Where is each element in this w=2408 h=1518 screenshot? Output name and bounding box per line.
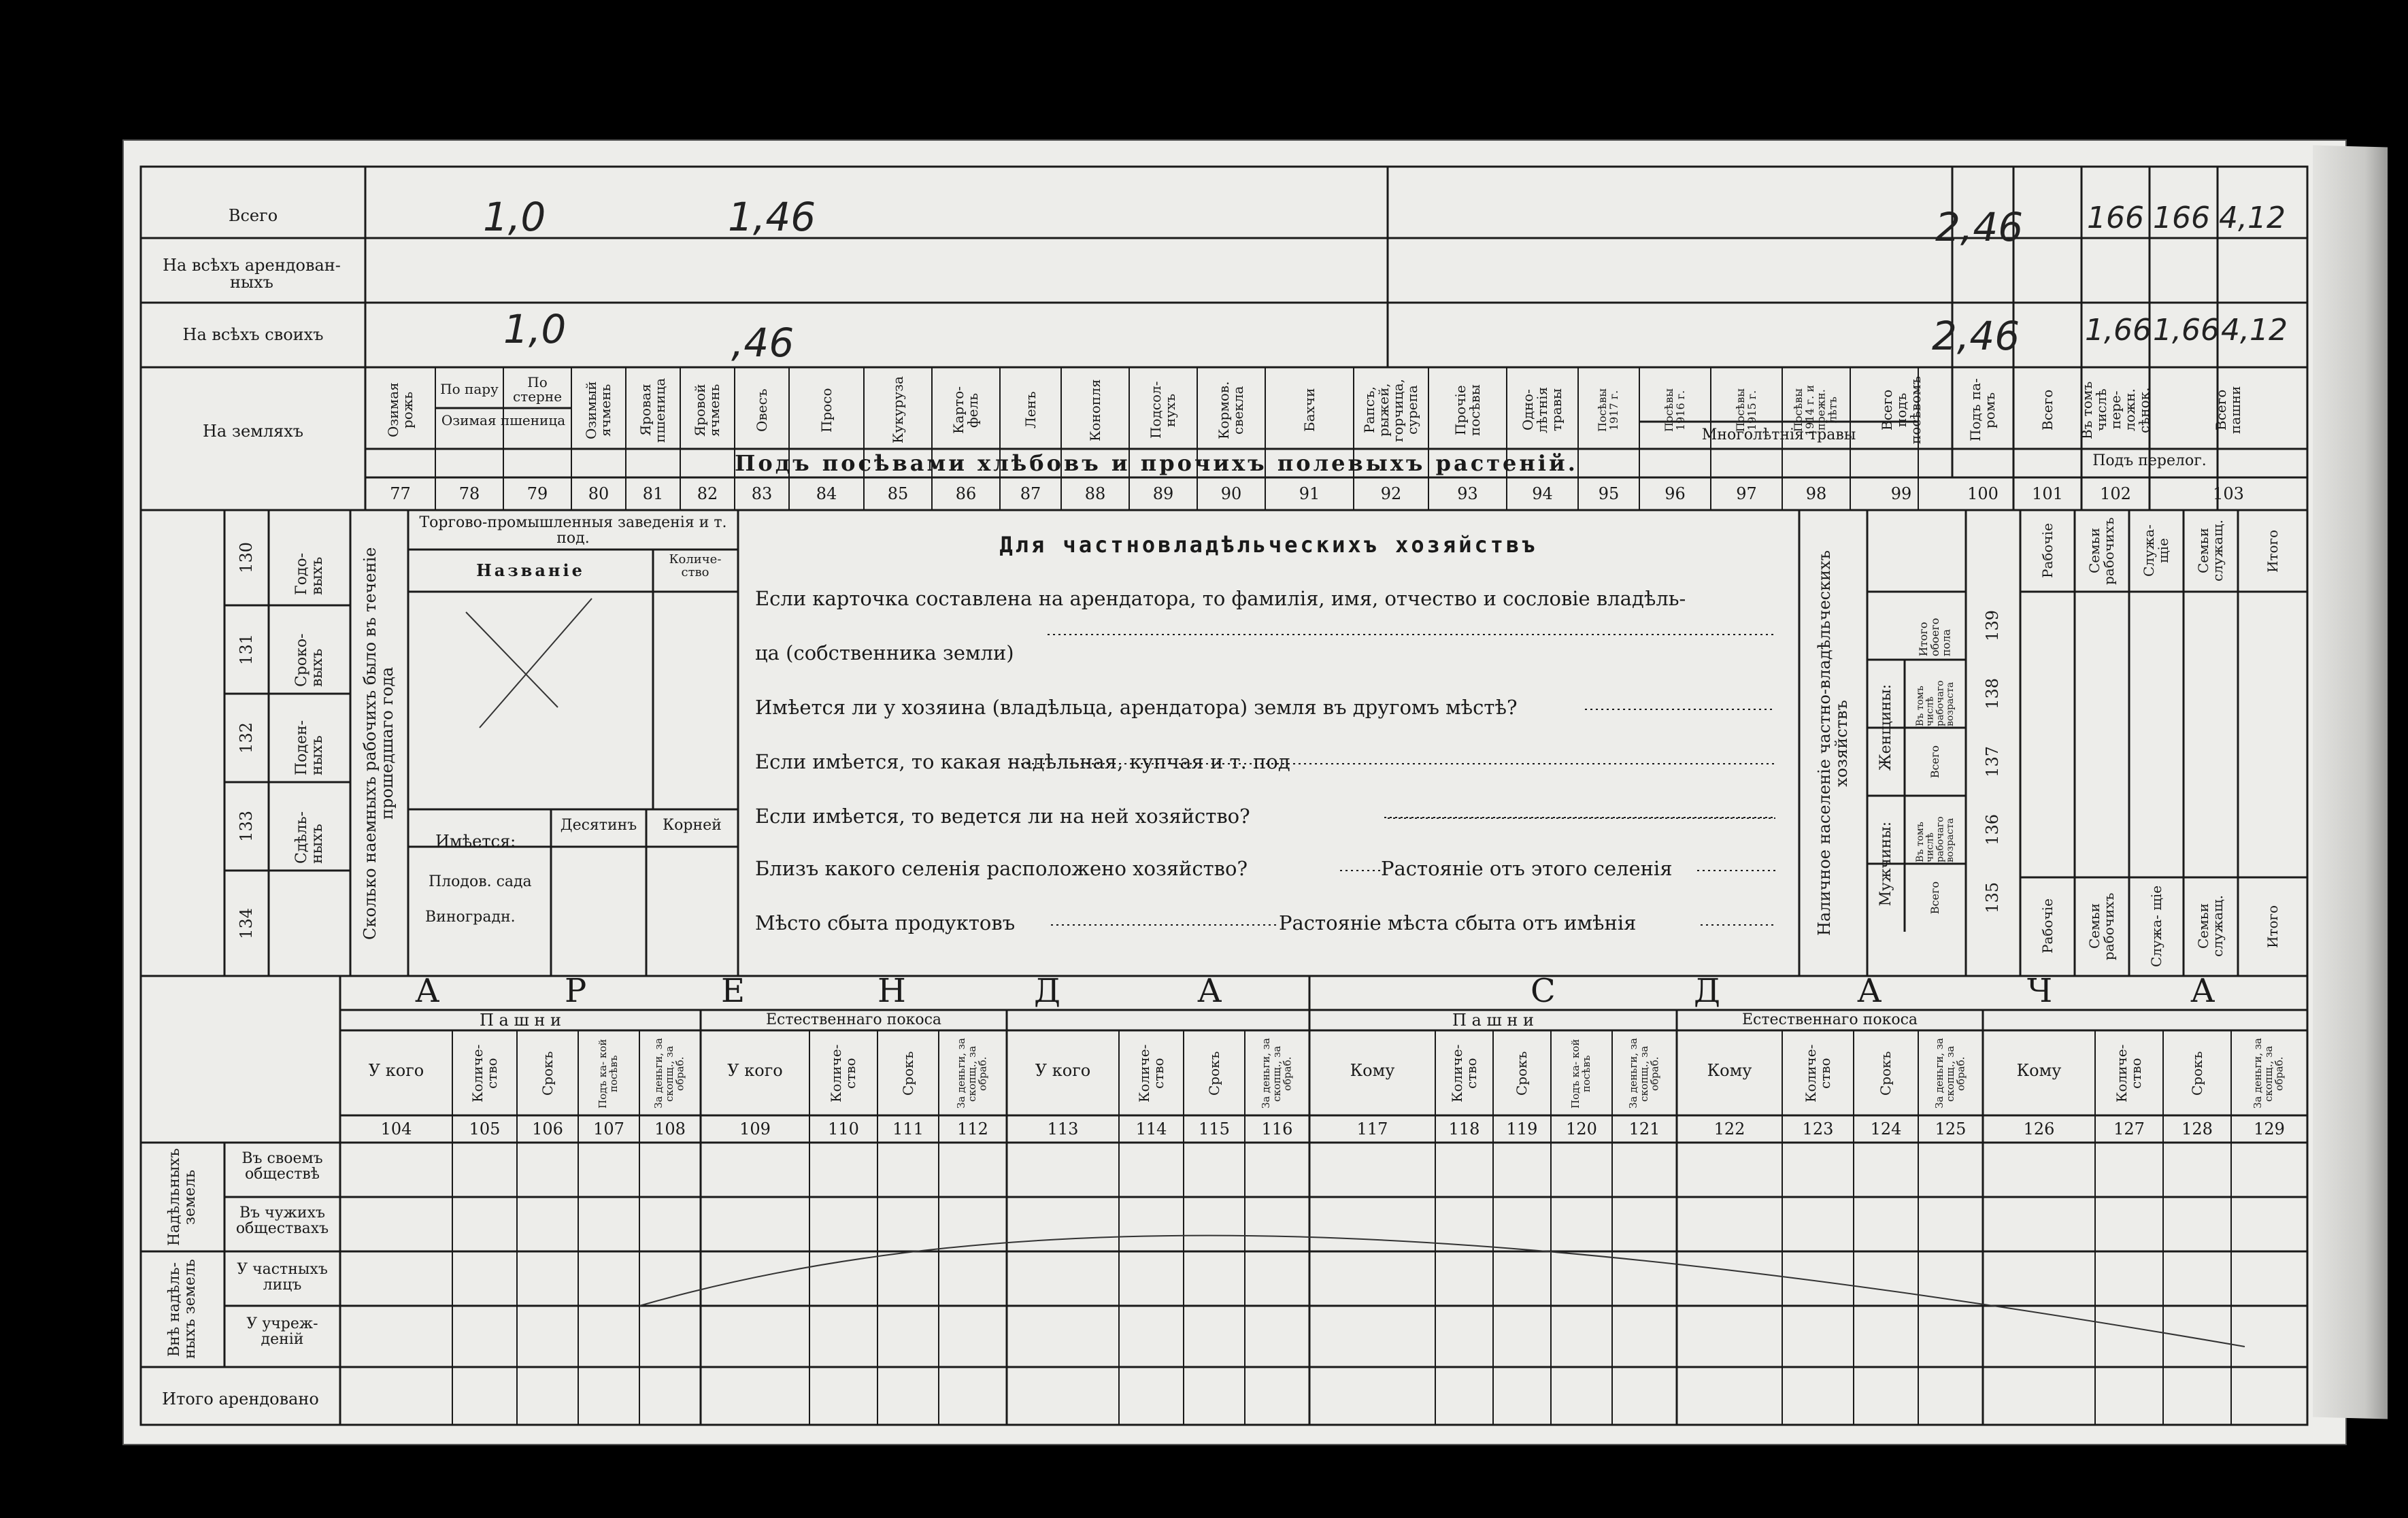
col-number: 120 xyxy=(1566,1119,1597,1138)
pop-num: 136 xyxy=(1983,814,2003,845)
col-header-cell xyxy=(1435,1032,1493,1114)
col-header: За деньги, за скопщ., за обраб. xyxy=(1626,1038,1661,1109)
trade-desyat: Десятинъ xyxy=(560,817,637,834)
crop-header: Ленъ xyxy=(1022,391,1039,429)
col-number: 85 xyxy=(887,484,909,503)
col-header: За деньги, за скопщ., за обраб. xyxy=(1933,1038,1967,1109)
col-header-cell xyxy=(1493,1032,1551,1114)
crop-header: Въ томъ числѣ пере- ложн. сѣнок. xyxy=(2078,381,2152,439)
col-header-cell xyxy=(517,1032,578,1114)
pop-num: 135 xyxy=(1983,882,2003,913)
col-header: За деньги, за скопщ., за обраб. xyxy=(955,1038,989,1109)
crop-header: Посѣвы 1917 г. xyxy=(1596,388,1620,432)
arenda-letter: Е xyxy=(721,972,748,1010)
crop-header-cell xyxy=(789,373,864,448)
col-number: 108 xyxy=(654,1119,686,1138)
crop-header-cell xyxy=(1952,373,2013,448)
hw-value: 166 xyxy=(2087,201,2144,235)
pop-num: 138 xyxy=(1983,678,2003,709)
col-number: 90 xyxy=(1220,484,1242,503)
pop-col-footer-cell xyxy=(2020,879,2075,974)
crop-header: Всего пашни xyxy=(2213,386,2243,435)
crop-header-cell xyxy=(1507,373,1578,448)
pop-col-header-cell xyxy=(2129,511,2184,590)
trade-korn: Корней xyxy=(663,817,722,834)
sdacha-letter: С xyxy=(1531,972,1558,1010)
col-header: У кого xyxy=(727,1061,783,1080)
ozimaya-pshenica-label: Озимая пшеница xyxy=(441,412,566,428)
crop-header: Карто- фель xyxy=(950,386,981,435)
row-chastnyh: У частныхъ лицъ xyxy=(237,1261,328,1294)
col-number: 102 xyxy=(2100,484,2131,503)
col-number: 123 xyxy=(1802,1119,1834,1138)
crop-header-cell xyxy=(2013,373,2081,448)
col-number: 126 xyxy=(2023,1119,2055,1138)
hw-value: 2,46 xyxy=(1932,313,2020,359)
col-header: Подъ ка- кой посѣвъ xyxy=(1569,1038,1592,1109)
pop-col-header: Служа- щіе xyxy=(2141,524,2171,577)
col-header-cell xyxy=(1782,1032,1854,1114)
group-vne: Внѣ надѣль- ныхъ земель xyxy=(166,1259,199,1360)
crop-header: Конопля xyxy=(1086,379,1103,441)
row-svoem: Въ своемъ обществѣ xyxy=(241,1150,323,1183)
col-header-cell xyxy=(939,1032,1007,1114)
hw-value: 166 xyxy=(2153,201,2210,235)
pop-col-footer-cell xyxy=(2129,879,2184,974)
crop-header: Яровая пшеница xyxy=(637,377,668,443)
worker-num: 134 xyxy=(236,907,256,939)
hw-value: 1,0 xyxy=(483,194,546,240)
crop-header-cell xyxy=(1061,373,1129,448)
pop-col-header: Семьи служащ. xyxy=(2195,520,2226,581)
col-number: 115 xyxy=(1199,1119,1230,1138)
worker-label: Сдѣль- ныхъ xyxy=(292,811,326,864)
pop-col-header-cell xyxy=(2238,511,2307,590)
pop-col-header-cell xyxy=(2184,511,2238,590)
hw-value: 4,12 xyxy=(2219,201,2286,235)
pop-vsego: Всего xyxy=(1928,881,1941,915)
trade-sad: Плодов. сада xyxy=(429,873,532,890)
col-number: 116 xyxy=(1261,1119,1293,1138)
col-header: Количе- ство xyxy=(828,1044,858,1102)
col-header: Количе- ство xyxy=(1448,1044,1479,1102)
trade-has: Имѣется: xyxy=(435,832,516,851)
crop-header: Озимый ячмень xyxy=(583,381,614,439)
col-number: 96 xyxy=(1665,484,1686,503)
crop-header: Подсол- нухъ xyxy=(1148,381,1178,439)
mnogolet-label: Многолѣтнія травы xyxy=(1701,426,1856,443)
crop-header: Всего xyxy=(2039,389,2056,431)
col-header: За деньги, за скопщ., за обраб. xyxy=(652,1038,686,1109)
pop-col-footer-cell xyxy=(2238,879,2307,974)
pop-col-footer-cell xyxy=(2075,879,2129,974)
crop-header: По пару xyxy=(440,381,499,397)
pop-col-footer: Семьи рабочихъ xyxy=(2086,892,2117,960)
crop-header-cell xyxy=(626,373,680,448)
col-number: 84 xyxy=(816,484,837,503)
crop-header: Просо xyxy=(818,388,835,433)
pop-num: 139 xyxy=(1983,610,2003,641)
private-title: Для частновладѣльческихъ хозяйствъ xyxy=(999,532,1538,558)
trade-vin: Виноградн. xyxy=(425,909,516,926)
col-number: 78 xyxy=(458,484,480,503)
col-number: 81 xyxy=(642,484,664,503)
col-header: Срокъ xyxy=(2188,1051,2205,1096)
col-header-cell xyxy=(2231,1032,2307,1114)
pop-num: 137 xyxy=(1983,746,2003,777)
arenda-letter: Р xyxy=(565,972,590,1010)
col-number: 99 xyxy=(1890,484,1912,503)
hw-value: 1,46 xyxy=(728,194,816,240)
worker-num: 131 xyxy=(236,634,256,665)
trade-title: Торгово-промышленныя заведенія и т. под. xyxy=(419,514,727,547)
col-header-cell xyxy=(1612,1032,1677,1114)
col-number: 122 xyxy=(1713,1119,1745,1138)
col-header: Количе- ство xyxy=(2113,1044,2144,1102)
col-number: 91 xyxy=(1299,484,1320,503)
arenda-letter: А xyxy=(1197,972,1225,1010)
private-line: Близъ какого селенія расположено хозяйство? xyxy=(755,857,1248,880)
pop-col-header-cell xyxy=(2075,511,2129,590)
col-header-cell xyxy=(639,1032,701,1114)
col-header-cell xyxy=(809,1032,877,1114)
sdacha-letter: Д xyxy=(1694,972,1724,1010)
crop-header: Прочіе посѣвы xyxy=(1452,384,1483,436)
pop-col-footer: Итого xyxy=(2264,905,2281,948)
col-number: 121 xyxy=(1628,1119,1660,1138)
crop-header-cell xyxy=(1265,373,1354,448)
trade-qty: Количе- ство xyxy=(669,552,722,579)
pop-vtom: Въ томъ числѣ рабочаго возраста xyxy=(1914,815,1956,862)
private-line: Если имѣется, то ведется ли на ней хозяйство? xyxy=(755,805,1250,828)
crop-header: Озимая рожь xyxy=(384,382,416,438)
population-header: Наличное населеніе частно-владѣльческихъ хозяйствъ xyxy=(1814,550,1851,936)
crop-header: Посѣвы 1914 г. и прежн. лѣтъ xyxy=(1792,384,1839,436)
hw-value: 4,12 xyxy=(2221,313,2288,348)
col-number: 111 xyxy=(892,1119,924,1138)
col-number: 92 xyxy=(1380,484,1402,503)
sdacha-letter: А xyxy=(2190,972,2218,1010)
col-header: За деньги, за скопщ., за обраб. xyxy=(1259,1038,1294,1109)
pashni-label: П а ш н и xyxy=(479,1011,562,1030)
worker-num: 133 xyxy=(236,811,256,842)
col-header: Количе- ство xyxy=(1802,1044,1833,1102)
col-header-cell xyxy=(578,1032,639,1114)
col-header: У кого xyxy=(1035,1061,1091,1080)
col-number: 93 xyxy=(1457,484,1478,503)
col-number: 118 xyxy=(1448,1119,1480,1138)
col-number: 109 xyxy=(739,1119,771,1138)
col-number: 101 xyxy=(2032,484,2063,503)
row-arendovannyh: На всѣхъ арендован- ныхъ xyxy=(163,256,341,292)
crop-header: Одно- лѣтнія травы xyxy=(1520,386,1565,434)
hw-value: ,46 xyxy=(731,320,795,366)
col-number: 83 xyxy=(751,484,773,503)
col-number: 86 xyxy=(955,484,977,503)
pop-vtom: Въ томъ числѣ рабочаго возраста xyxy=(1914,679,1956,726)
pokos-label: Естественнаго покоса xyxy=(765,1011,942,1028)
crop-header: Подъ па- ромъ xyxy=(1967,378,1998,442)
col-header: Подъ ка- кой посѣвъ xyxy=(597,1038,620,1109)
col-header-cell xyxy=(1245,1032,1309,1114)
crop-header-cell xyxy=(932,373,1000,448)
arenda-letter: Д xyxy=(1034,972,1064,1010)
col-header: Количе- ство xyxy=(1135,1044,1167,1102)
crop-header: Посѣвы 1916 г. xyxy=(1662,388,1687,432)
col-header-cell xyxy=(1551,1032,1612,1114)
col-header: Срокъ xyxy=(539,1051,556,1096)
hw-value: 1,66 xyxy=(2153,313,2220,348)
crop-header-cell xyxy=(571,373,626,448)
private-line: Растояніе мѣста сбыта отъ имѣнія xyxy=(1279,911,1637,934)
arenda-letter: А xyxy=(415,972,443,1010)
col-number: 124 xyxy=(1870,1119,1902,1138)
col-header: Кому xyxy=(2016,1061,2062,1080)
col-number: 79 xyxy=(526,484,548,503)
row-chuzhih: Въ чужихъ обществахъ xyxy=(235,1204,329,1238)
col-number: 100 xyxy=(1967,484,1999,503)
worker-num: 132 xyxy=(236,722,256,754)
private-line: Растояніе отъ этого селенія xyxy=(1381,857,1673,880)
worker-label: Поден- ныхъ xyxy=(292,720,326,775)
pokos-label: Естественнаго покоса xyxy=(1741,1011,1918,1028)
trade-name: Названіе xyxy=(476,560,585,580)
crop-header-cell xyxy=(2150,373,2307,448)
col-header: Кому xyxy=(1350,1061,1395,1080)
col-number: 77 xyxy=(390,484,411,503)
col-header-cell xyxy=(1854,1032,1918,1114)
pop-women: Женщины: xyxy=(1877,684,1894,771)
col-header-cell xyxy=(2163,1032,2231,1114)
col-number: 127 xyxy=(2113,1119,2145,1138)
pashni-label: П а ш н и xyxy=(1452,1011,1535,1030)
private-line: Если имѣется, то какая надѣльная, купчая и т. под xyxy=(755,750,1290,773)
col-number: 129 xyxy=(2254,1119,2285,1138)
crop-header: Кормов. свекла xyxy=(1216,381,1246,439)
crop-header: Бахчи xyxy=(1301,388,1318,433)
crop-header-cell xyxy=(735,373,789,448)
private-line: Мѣсто сбыта продуктовъ xyxy=(755,911,1016,934)
col-header: Срокъ xyxy=(1877,1051,1894,1096)
worker-label: Сроко- выхъ xyxy=(292,633,326,687)
col-number: 117 xyxy=(1356,1119,1388,1138)
crop-header-cell xyxy=(1578,373,1639,448)
crop-header-cell xyxy=(1129,373,1197,448)
pop-col-header: Итого xyxy=(2264,528,2281,573)
col-header-cell xyxy=(1119,1032,1184,1114)
col-header-cell xyxy=(877,1032,939,1114)
private-line: Имѣется ли у хозяина (владѣльца, арендатора) земля въ другомъ мѣстѣ? xyxy=(755,696,1518,719)
crop-header: Яровой ячмень xyxy=(692,384,722,437)
col-number: 89 xyxy=(1152,484,1174,503)
col-number: 110 xyxy=(828,1119,859,1138)
col-number: 104 xyxy=(380,1119,412,1138)
crop-header-cell xyxy=(1000,373,1061,448)
col-header-cell xyxy=(2095,1032,2163,1114)
row-svoih: На всѣхъ своихъ xyxy=(182,325,324,344)
col-number: 119 xyxy=(1506,1119,1538,1138)
col-number: 103 xyxy=(2213,484,2244,503)
row-itogo-arendovano: Итого арендовано xyxy=(162,1389,319,1409)
col-number: 87 xyxy=(1020,484,1041,503)
col-number: 88 xyxy=(1084,484,1106,503)
hw-value: 1,66 xyxy=(2085,313,2152,348)
col-number: 98 xyxy=(1805,484,1827,503)
pop-col-header: Рабочіе xyxy=(2039,523,2056,578)
col-header: У кого xyxy=(368,1061,424,1080)
pop-col-footer: Служа- щіе xyxy=(2147,885,2164,968)
pop-itogo: Итого обоего пола xyxy=(1916,618,1953,656)
arenda-letter: Н xyxy=(877,972,909,1010)
col-number: 94 xyxy=(1532,484,1553,503)
pop-men: Мужчины: xyxy=(1877,821,1894,907)
col-number: 80 xyxy=(588,484,609,503)
col-number: 114 xyxy=(1135,1119,1167,1138)
pop-col-header: Семьи рабочихъ xyxy=(2086,516,2117,585)
col-header-cell xyxy=(1918,1032,1983,1114)
crop-header-cell xyxy=(864,373,932,448)
crop-header-cell xyxy=(1428,373,1507,448)
crop-header-cell xyxy=(503,371,571,408)
col-number: 107 xyxy=(593,1119,624,1138)
crop-header: Овесъ xyxy=(753,388,770,432)
col-header: Срокъ xyxy=(1514,1051,1530,1096)
col-number: 82 xyxy=(697,484,718,503)
sdacha-letter: А xyxy=(1857,972,1885,1010)
col-number: 105 xyxy=(469,1119,501,1138)
crop-header: По стерне xyxy=(512,373,563,405)
pop-col-header-cell xyxy=(2020,511,2075,590)
perelog-label: Подъ перелог. xyxy=(2092,452,2207,469)
crop-header-cell xyxy=(680,373,735,448)
pop-col-footer: Семьи служащ. xyxy=(2195,895,2226,958)
col-number: 112 xyxy=(957,1119,988,1138)
col-number: 113 xyxy=(1047,1119,1079,1138)
row-vsego: Всего xyxy=(228,206,278,225)
col-header-cell xyxy=(452,1032,517,1114)
workers-header: Сколько наемныхъ рабочихъ было въ теченіе прошедшаго года xyxy=(361,546,397,940)
crop-header-cell xyxy=(2078,373,2152,448)
crop-header: Рапсъ, рыжей, горчица, сурепа xyxy=(1361,378,1420,442)
pop-vsego: Всего xyxy=(1928,745,1941,779)
hw-value: 2,46 xyxy=(1935,204,2024,250)
col-header: Количе- ство xyxy=(469,1044,500,1102)
crop-header: Кукуруза xyxy=(889,376,906,444)
col-number: 97 xyxy=(1736,484,1757,503)
col-header: За деньги, за скопщ., за обраб. xyxy=(2252,1038,2286,1109)
pop-col-footer-cell xyxy=(2184,879,2238,974)
crop-header-cell xyxy=(1197,373,1265,448)
worker-label: Годо- выхъ xyxy=(292,552,326,595)
group-nadel: Надѣльныхъ земель xyxy=(166,1148,199,1246)
band-title: Подъ посѣвами хлѣбовъ и прочихъ полевыхъ растеній. xyxy=(735,450,1578,476)
private-line: ца (собственника земли) xyxy=(755,641,1014,664)
col-header: Кому xyxy=(1707,1061,1752,1080)
col-number: 125 xyxy=(1935,1119,1967,1138)
crop-header-cell xyxy=(1354,373,1428,448)
crop-header: Посѣвы 1915 г. xyxy=(1733,388,1758,432)
crop-header-cell xyxy=(435,371,503,408)
col-number: 128 xyxy=(2181,1119,2213,1138)
hw-value: 1,0 xyxy=(503,306,567,352)
sdacha-letter: Ч xyxy=(2027,972,2056,1010)
col-header-cell xyxy=(1184,1032,1245,1114)
row-na-zemlyah: На земляхъ xyxy=(202,422,304,441)
crop-header: Всего подъ посѣвомъ xyxy=(1878,375,1924,445)
col-header: Срокъ xyxy=(899,1051,916,1096)
pop-col-footer: Рабочіе xyxy=(2039,898,2056,954)
worker-num: 130 xyxy=(236,542,256,573)
crop-header-cell xyxy=(365,373,435,448)
private-line: Если карточка составлена на арендатора, то фамилія, имя, отчество и сословіе владѣль- xyxy=(755,587,1686,610)
col-header: Срокъ xyxy=(1205,1051,1222,1096)
col-number: 106 xyxy=(532,1119,563,1138)
col-number: 95 xyxy=(1598,484,1620,503)
row-uchrezhdeniy: У учреж- деній xyxy=(246,1315,318,1349)
